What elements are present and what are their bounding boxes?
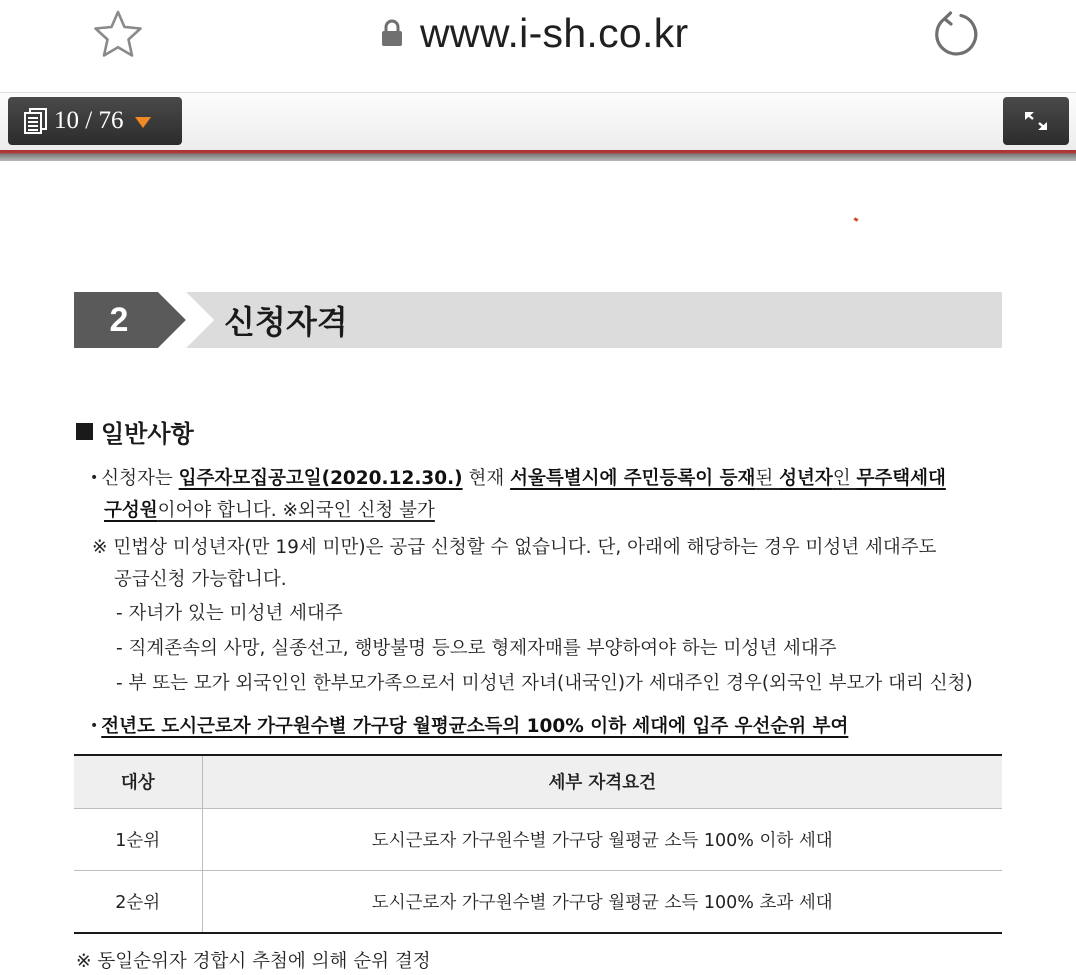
table-header-row — [74, 755, 1002, 808]
bold-run: 입주자모집공고일(2020.12.30.) — [178, 468, 463, 489]
page-selector-button[interactable] — [8, 97, 182, 145]
exception-item: - 직계존속의 사망, 실종선고, 행방불명 등으로 형제자매를 부양하여야 하는 미성년 세대주 — [116, 638, 837, 659]
text-run: 인 — [832, 468, 857, 489]
table-row — [74, 870, 1002, 933]
reload-icon — [931, 9, 981, 59]
toolbar-divider — [0, 150, 1076, 161]
dropdown-caret-icon — [135, 117, 151, 128]
minor-note-line-1: ※ 민법상 미성년자(만 19세 미만)은 공급 신청할 수 없습니다. 단, 아래에 해당하는 경우 미성년 세대주도 — [92, 537, 937, 558]
bold-run: 성년자 — [779, 468, 833, 489]
page-indicator: 10 / 76 — [54, 107, 124, 134]
bold-run: 무주택세대 — [856, 468, 946, 489]
text-run: 현재 — [462, 468, 511, 489]
square-bullet-icon — [76, 423, 93, 440]
priority-bullet — [90, 718, 848, 737]
table-cell: 도시근로자 가구원수별 가구당 월평균 소득 100% 초과 세대 — [202, 870, 1002, 933]
table-header-cell: 세부 자격요건 — [202, 755, 1002, 808]
ink-mark — [854, 217, 859, 222]
fullscreen-button[interactable] — [1003, 97, 1069, 145]
expand-icon — [1022, 109, 1050, 133]
bold-run: 구성원 — [104, 500, 158, 521]
bullet: • — [90, 470, 99, 486]
document-icon — [24, 108, 48, 134]
eligibility-line-2 — [104, 502, 435, 521]
text-run: 이어야 합니다. ※외국인 신청 불가 — [157, 500, 435, 521]
bold-run: 서울특별시에 주민등록이 등재 — [510, 468, 756, 489]
address-field[interactable] — [378, 10, 688, 56]
browser-url-bar — [0, 0, 1076, 92]
text-run: 신청자는 — [101, 468, 179, 489]
eligibility-line-1 — [90, 470, 946, 489]
section-number: 2 — [109, 300, 129, 339]
minor-note-line-2: 공급신청 가능합니다. — [114, 569, 287, 590]
star-icon — [92, 9, 144, 59]
bold-run: 전년도 도시근로자 가구원수별 가구당 월평균소득의 100% 이하 세대에 입주 우선순위 부여 — [101, 716, 849, 737]
table-cell: 도시근로자 가구원수별 가구당 월평균 소득 100% 이하 세대 — [202, 808, 1002, 870]
reload-button[interactable] — [924, 2, 988, 66]
bullet: • — [90, 718, 99, 734]
lock-icon — [378, 15, 406, 51]
section-title: 신청자격 — [224, 303, 348, 341]
bookmark-star-button[interactable] — [88, 4, 148, 64]
footnote: ※ 동일순위자 경합시 추첨에 의해 순위 결정 — [76, 951, 431, 972]
url-text: www.i-sh.co.kr — [420, 9, 689, 56]
section-header — [74, 292, 1002, 348]
document-page — [0, 161, 1076, 975]
exception-item: - 자녀가 있는 미성년 세대주 — [116, 603, 343, 624]
subheading — [76, 414, 194, 449]
exception-item: - 부 또는 모가 외국인인 한부모가족으로서 미성년 자녀(내국인)가 세대주인 경우(외국인 부모가 대리 신청) — [116, 673, 973, 694]
table-header-cell: 대상 — [74, 755, 202, 808]
document-viewer-toolbar — [0, 92, 1076, 150]
table-cell: 2순위 — [74, 870, 202, 933]
subheading-text: 일반사항 — [101, 420, 194, 448]
table-cell: 1순위 — [74, 808, 202, 870]
text-run: 된 — [755, 468, 780, 489]
priority-table — [74, 754, 1002, 934]
table-row — [74, 808, 1002, 870]
